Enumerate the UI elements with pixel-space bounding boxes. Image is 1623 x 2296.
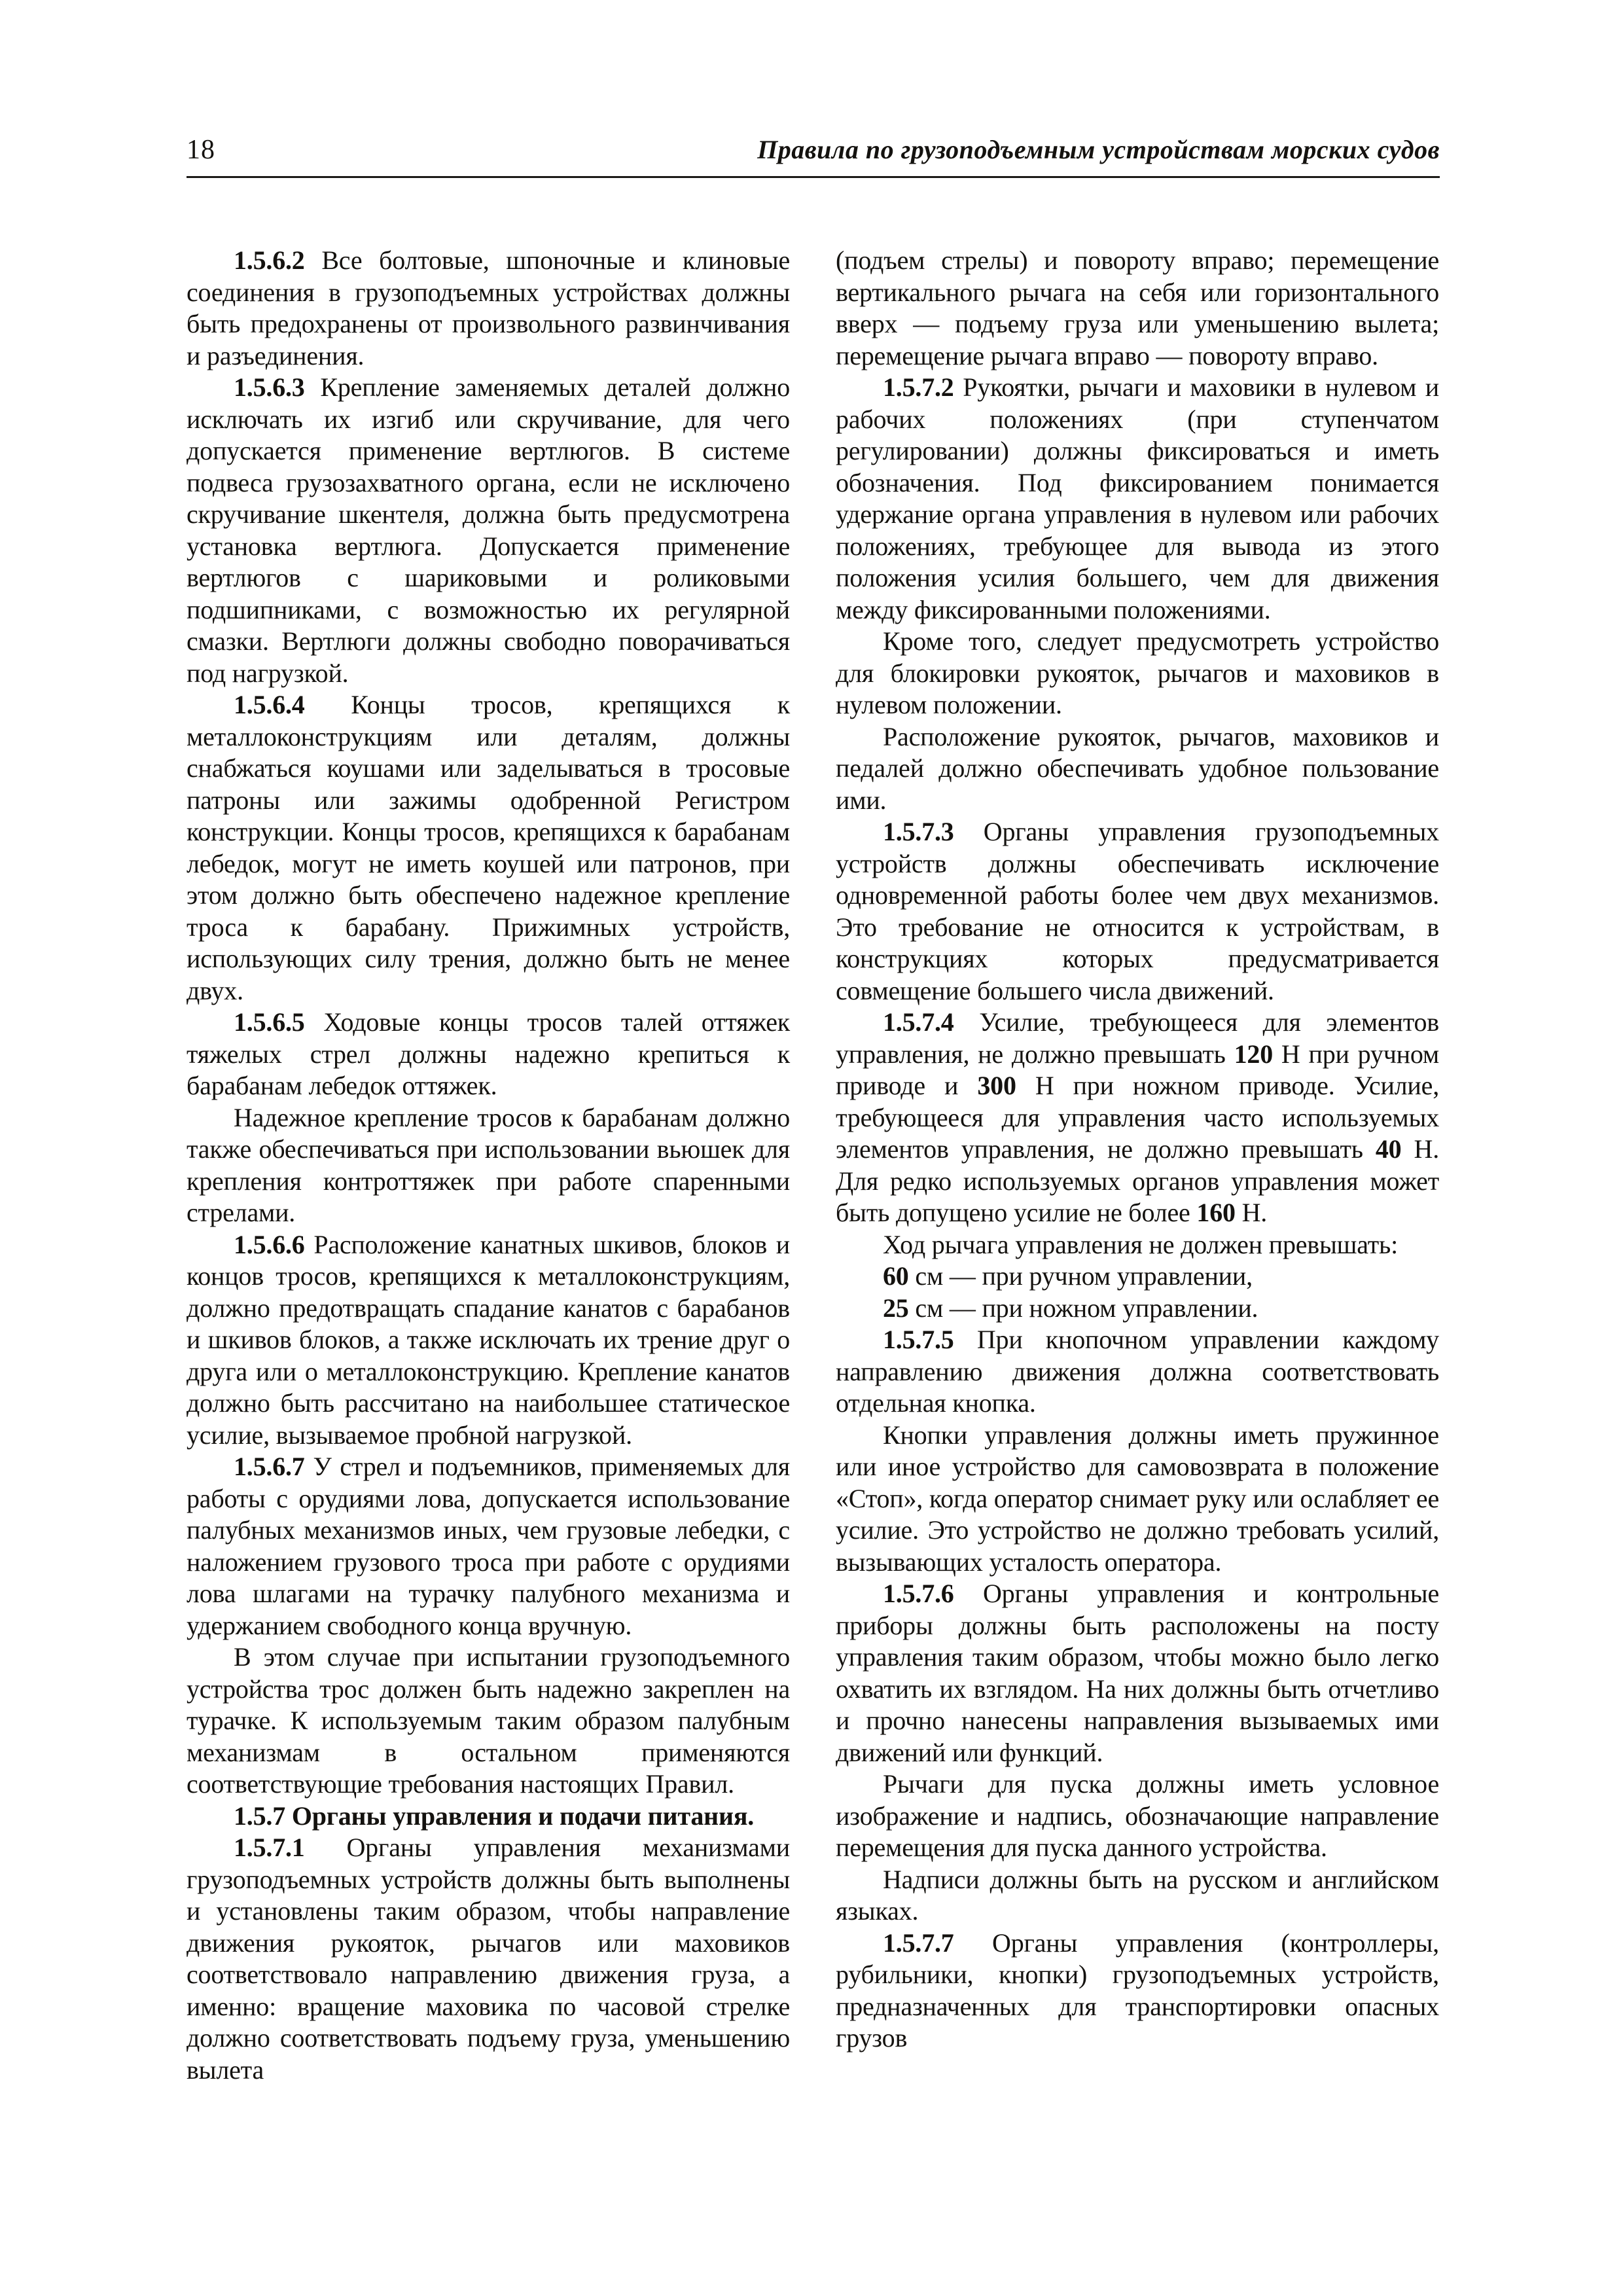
paragraph: Кроме того, следует предусмотреть устройство для блокировки рукояток, рычагов и маховиков в нулевом положении.: [836, 626, 1439, 719]
paragraph-1.5.6.3: 1.5.6.3 Крепление заменяемых деталей должно исключать их изгиб или скручивание, для чего допускается применение вертлюгов. В системе подвеса грузозахватного органа, если не исключено скручивание шкентеля, должна быть предусмотрена установка вертлюга. Допускается применение вертлюгов с шариковыми и роликовыми подшипниками, с возможностью их регулярной смазки. Вертлюги должны свободно поворачиваться под нагрузкой.: [187, 372, 791, 688]
paragraph: Надписи должны быть на русском и английском языках.: [836, 1864, 1439, 1926]
paragraph: 60 см — при ручном управлении,: [883, 1261, 1253, 1291]
section-number: 1.5.6.3: [234, 372, 321, 402]
section-number: 1.5.7.1: [234, 1833, 347, 1862]
page-content: [187, 134, 1440, 2086]
section-number: 1.5.7.5: [883, 1325, 977, 1354]
column-left: [187, 245, 790, 2086]
text-columns: [187, 245, 1440, 2086]
paragraph-1.5.7.1: 1.5.7.1 Органы управления механизмами грузоподъемных устройств должны быть выполнены и установлены таким образом, чтобы направление движения рукояток, рычагов или маховиков соответствовало направлению движения груза, а именно: вращение маховика по часовой стрелке должно соответствовать подъему груза, уменьшению вылета: [187, 1833, 790, 2085]
paragraph-1.5.7.5: 1.5.7.5 При кнопочном управлении каждому направлению движения должна соответствовать отдельная кнопка.: [836, 1325, 1439, 1418]
section-number: 1.5.6.2: [234, 245, 322, 275]
paragraph: В этом случае при испытании грузоподъемного устройства трос должен быть надежно закреплен на турачке. К используемым таким образом палубным механизмам в остальном применяются соответствующие требования настоящих Правил.: [187, 1642, 790, 1799]
running-head: [187, 134, 1440, 178]
paragraph-1.5.7.4: 1.5.7.4 Усилие, требующееся для элементов управления, не должно превышать 120 Н при ручном приводе и 300 Н при ножном приводе. Усилие, требующееся для управления часто используемых элементов управления, не должно превышать 40 Н. Для редко используемых органов управления может быть допущено усилие не более 160 Н.: [836, 1007, 1439, 1227]
paragraph: Надежное крепление тросов к барабанам должно также обеспечиваться при использовании вьюшек для крепления контроттяжек при работе спаренными стрелами.: [187, 1102, 790, 1227]
paragraph: Рычаги для пуска должны иметь условное изображение и надпись, обозначающие направление перемещения для пуска данного устройства.: [836, 1769, 1439, 1862]
paragraph-1.5.7.3: 1.5.7.3 Органы управления грузоподъемных устройств должны обеспечивать исключение одновременной работы более чем двух механизмов. Это требование не относится к устройствам, в конструкциях которых предусматривается совмещение большего числа движений.: [836, 817, 1439, 1005]
section-number: 1.5.7.2: [883, 372, 963, 402]
paragraph-1.5.6.5: 1.5.6.5 Ходовые концы тросов талей оттяжек тяжелых стрел должны надежно крепиться к барабанам лебедок оттяжек.: [187, 1007, 790, 1100]
paragraph: 25 см — при ножном управлении.: [883, 1293, 1258, 1323]
section-number: 1.5.7.6: [883, 1579, 983, 1608]
paragraph-1.5.6.7: 1.5.6.7 У стрел и подъемников, применяемых для работы с орудиями лова, допускается использование палубных механизмов иных, чем грузовые лебедки, с наложением грузового троса при работе с орудиями лова шлагами на турачку палубного механизма и удержанием свободного конца вручную.: [187, 1452, 791, 1640]
running-head-title: Правила по грузоподъемным устройствам морских судов: [757, 135, 1440, 164]
section-number: 1.5.7.3: [883, 817, 984, 846]
section-number: 1.5.7: [234, 1801, 292, 1831]
paragraph-1.5.6.2: 1.5.6.2 Все болтовые, шпоночные и клиновые соединения в грузоподъемных устройствах должны быть предохранены от произвольного развинчивания и разъединения.: [187, 245, 790, 370]
paragraph-1.5.7.6: 1.5.7.6 Органы управления и контрольные приборы должны быть расположены на посту управления таким образом, чтобы можно было легко охватить их взглядом. На них должны быть отчетливо и прочно нанесены направления вызываемых ими движений или функций.: [836, 1579, 1439, 1767]
paragraph: Кнопки управления должны иметь пружинное или иное устройство для самовозврата в положение «Стоп», когда оператор снимает руку или ослабляет ее усилие. Это устройство не должно требовать усилий, вызывающих усталость оператора.: [836, 1420, 1439, 1577]
page-number: 18: [187, 135, 215, 165]
paragraph-1.5.6.4: 1.5.6.4 Концы тросов, крепящихся к металлоконструкциям или деталям, должны снабжаться коушами или заделываться в тросовые патроны или зажимы одобренной Регистром конструкции. Концы тросов, крепящихся к барабанам лебедок, могут не иметь коушей или патронов, при этом должно быть обеспечено надежное крепление троса к барабану. Прижимных устройств, использующих силу трения, должно быть не менее двух.: [187, 690, 790, 1005]
section-number: 1.5.7.4: [883, 1007, 980, 1037]
paragraph-1.5.6.6: 1.5.6.6 Расположение канатных шкивов, блоков и концов тросов, крепящихся к металлоконструкциям, должно предотвращать спадание канатов с барабанов и шкивов блоков, а также исключать их трение друг о друга или о металлоконструкцию. Крепление канатов должно быть рассчитано на наибольшее статическое усилие, вызываемое пробной нагрузкой.: [187, 1229, 790, 1450]
section-number: 1.5.6.6: [234, 1229, 314, 1259]
section-number: 1.5.6.5: [234, 1007, 324, 1037]
section-number: 1.5.6.4: [234, 690, 351, 719]
paragraph: (подъем стрелы) и повороту вправо; перемещение вертикального рычага на себя или горизонтального вверх — подъему груза или уменьшению вылета; перемещение рычага вправо — повороту вправо.: [836, 245, 1439, 370]
paragraph-1.5.7.7: 1.5.7.7 Органы управления (контроллеры, рубильники, кнопки) грузоподъемных устройств, предназначенных для транспортировки опасных грузов: [836, 1928, 1439, 2053]
section-number: 1.5.7.7: [883, 1928, 993, 1958]
column-right: [836, 245, 1439, 2086]
paragraph-1.5.7: 1.5.7 Органы управления и подачи питания.: [234, 1801, 755, 1831]
paragraph: Расположение рукояток, рычагов, маховиков и педалей должно обеспечивать удобное пользование ими.: [836, 721, 1439, 815]
section-number: 1.5.6.7: [234, 1452, 313, 1481]
paragraph-1.5.7.2: 1.5.7.2 Рукоятки, рычаги и маховики в нулевом и рабочих положениях (при ступенчатом регулировании) должны фиксироваться и иметь обозначения. Под фиксированием понимается удержание органа управления в нулевом или рабочих положениях, требующее для вывода из этого положения усилия большего, чем для движения между фиксированными положениями.: [836, 372, 1439, 624]
paragraph: Ход рычага управления не должен превышать:: [883, 1229, 1399, 1259]
